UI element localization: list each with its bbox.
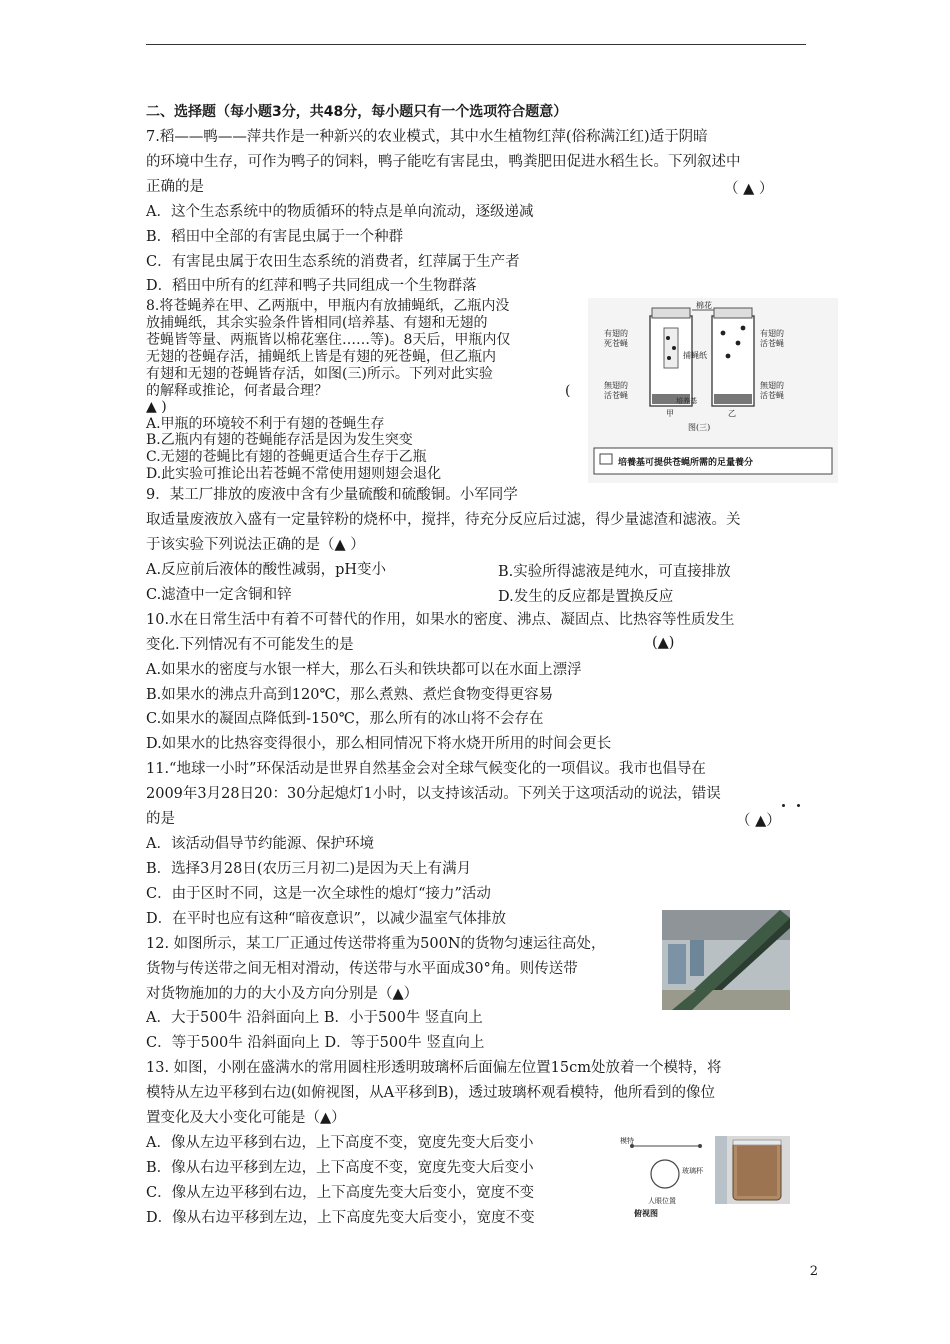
fig-label-jia: 甲 — [666, 409, 674, 418]
fig-label-wingless-right-2: 活苍蝇 — [760, 391, 784, 400]
q13-option-c: C．像从左边平移到右边，上下高度先变大后变小，宽度不变 — [146, 1185, 535, 1201]
q8-line-4: 无翅的苍蝇存活，捕蝇纸上皆是有翅的死苍蝇，但乙瓶内 — [146, 349, 496, 365]
q9-line-3: 于该实验下列说法正确的是（▲ ） — [146, 537, 365, 553]
fig-caption: 图(三) — [688, 423, 711, 432]
q10-option-d: D.如果水的比热容变得很小，那么相同情况下将水烧开所用的时间会更长 — [146, 736, 612, 752]
q7-option-a: A．这个生态系统中的物质循环的特点是单向流动，逐级递减 — [146, 204, 534, 220]
q13-line-2: 模特从左边平移到右边(如俯视图，从A平移到B)，透过玻璃杯观看模特，他所看到的像位 — [146, 1085, 715, 1101]
emphasis-dot — [797, 804, 800, 807]
q13-option-a: A．像从左边平移到右边，上下高度不变，宽度先变大后变小 — [146, 1135, 534, 1151]
q7-option-b: B．稻田中全部的有害昆虫属于一个种群 — [146, 229, 404, 245]
q11-line-1: 11.“地球一小时”环保活动是世界自然基金会对全球气候变化的一项倡议。我市也倡导在 — [146, 761, 706, 777]
q7-line-3: 正确的是 — [146, 179, 204, 195]
q8-line-7: ▲ ) — [146, 399, 167, 415]
q13-option-b: B．像从右边平移到左边，上下高度不变，宽度先变大后变小 — [146, 1160, 534, 1176]
q11-option-c: C．由于区时不同，这是一次全球性的熄灯“接力”活动 — [146, 886, 491, 902]
fig-note: 培養基可提供苍蝇所需的足量養分 — [618, 458, 754, 468]
top-view-diagram — [620, 1136, 710, 1220]
q11-line-2: 2009年3月28日20：30分起熄灯1小时，以支持该活动。下列关于这项活动的说法，错误 — [146, 786, 721, 802]
q7-option-d: D．稻田中所有的红萍和鸭子共同组成一个生物群落 — [146, 278, 477, 294]
fig-label-wingless-left: 無翅的 — [604, 381, 628, 390]
q7-answer-mark: （ ▲ ） — [724, 181, 774, 197]
q13-option-d: D．像从右边平移到左边，上下高度先变大后变小，宽度不变 — [146, 1210, 535, 1226]
q13-line-1: 13. 如图，小刚在盛满水的常用圆柱形透明玻璃杯后面偏左位置15cm处放着一个模特，将 — [146, 1060, 722, 1076]
fig-label-winged-dead-2: 死苍蝇 — [604, 339, 628, 348]
q11-option-a: A．该活动倡导节约能源、保护环境 — [146, 836, 374, 852]
q10-line-1: 10.水在日常生活中有着不可替代的作用，如果水的密度、沸点、凝固点、比热容等性质发生 — [146, 612, 735, 628]
q8-line-2: 放捕蝇纸，其余实验条件皆相同(培养基、有翅和无翅的 — [146, 315, 488, 331]
fig-label-yi: 乙 — [728, 409, 736, 418]
q10-option-a: A.如果水的密度与水银一样大，那么石头和铁块都可以在水面上漂浮 — [146, 662, 582, 678]
fig-label-winged-dead: 有翅的 — [604, 329, 628, 338]
q11-answer-mark: （ ▲） — [736, 813, 781, 829]
conveyor-belt-photo — [662, 910, 790, 1010]
q8-line-1: 8.将苍蝇养在甲、乙两瓶中，甲瓶内有放捕蝇纸，乙瓶内没 — [146, 298, 510, 314]
q9-option-b: B.实验所得滤液是纯水，可直接排放 — [498, 564, 731, 580]
fig-label-wingless-right: 無翅的 — [760, 381, 784, 390]
q8-option-c: C.无翅的苍蝇比有翅的苍蝇更适合生存于乙瓶 — [146, 449, 427, 465]
q12-options-ab: A．大于500牛 沿斜面向上 B．小于500牛 竖直向上 — [146, 1010, 483, 1026]
q10-line-2: 变化.下列情况有不可能发生的是 — [146, 637, 354, 653]
top-view-label-eye: 人眼位置 — [648, 1197, 676, 1205]
page-number: 2 — [809, 1264, 818, 1279]
q10-option-c: C.如果水的凝固点降低到-150℃，那么所有的冰山将不会存在 — [146, 711, 544, 727]
section-title: 二、选择题（每小题3分，共48分，每小题只有一个选项符合题意） — [146, 104, 568, 120]
q9-option-d: D.发生的反应都是置换反应 — [498, 589, 674, 605]
fig-label-winged-alive: 有翅的 — [760, 329, 784, 338]
q10-answer-mark: (▲) — [652, 635, 675, 651]
q8-line-6: 的解释或推论，何者最合理？ — [146, 383, 328, 399]
q11-line-3: 的是 — [146, 811, 175, 827]
emphasis-dot — [782, 804, 785, 807]
fig-label-wingless-left-2: 活苍蝇 — [604, 391, 628, 400]
top-view-label-glass: 玻璃杯 — [682, 1167, 703, 1175]
top-view-caption: 俯视图 — [634, 1208, 658, 1218]
q11-option-b: B．选择3月28日(农历三月初二)是因为天上有满月 — [146, 861, 472, 877]
q10-option-b: B.如果水的沸点升高到120℃，那么煮熟、煮烂食物变得更容易 — [146, 687, 554, 703]
q8-option-d: D.此实验可推论出若苍蝇不常使用翅则翅会退化 — [146, 466, 442, 482]
q8-option-b: B.乙瓶内有翅的苍蝇能存活是因为发生突变 — [146, 432, 413, 448]
fig-label-cotton: 棉花 — [696, 301, 712, 310]
q8-line-5: 有翅和无翅的苍蝇皆存活，如图(三)所示。下列对此实验 — [146, 366, 493, 382]
q7-line-2: 的环境中生存，可作为鸭子的饲料，鸭子能吃有害昆虫，鸭粪肥田促进水稻生长。下列叙述中 — [146, 154, 741, 170]
fig-label-winged-alive-2: 活苍蝇 — [760, 339, 784, 348]
q9-option-a: A.反应前后液体的酸性减弱，pH变小 — [146, 562, 387, 578]
q12-line-3: 对货物施加的力的大小及方向分别是（▲） — [146, 986, 419, 1002]
top-view-label-model: 模特 — [620, 1137, 634, 1145]
q12-options-cd: C．等于500牛 沿斜面向上 D．等于500牛 竖直向上 — [146, 1035, 485, 1051]
q9-line-1: 9．某工厂排放的废液中含有少量硫酸和硫酸铜。小军同学 — [146, 487, 518, 503]
q8-paren: ( — [565, 383, 571, 399]
q9-option-c: C.滤渣中一定含铜和锌 — [146, 587, 292, 603]
q11-option-d: D．在平时也应有这种“暗夜意识”，以减少温室气体排放 — [146, 911, 506, 927]
q12-line-1: 12. 如图所示，某工厂正通过传送带将重为500N的货物匀速运往高处， — [146, 936, 606, 952]
fig-label-medium: 培养基 — [676, 397, 697, 405]
q7-line-1: 7.稻——鸭——萍共作是一种新兴的农业模式，其中水生植物红萍(俗称满江红)适于阴暗 — [146, 129, 708, 145]
fig-label-flypaper: 捕蝇纸 — [683, 351, 707, 360]
q8-option-a: A.甲瓶的环境较不利于有翅的苍蝇生存 — [146, 416, 385, 432]
header-rule — [146, 44, 806, 45]
q9-line-2: 取适量废液放入盛有一定量锌粉的烧杯中，搅拌，待充分反应后过滤，得少量滤渣和滤液。关 — [146, 512, 741, 528]
q13-line-3: 置变化及大小变化可能是（▲） — [146, 1110, 346, 1126]
fly-experiment-figure — [588, 298, 838, 483]
q8-line-3: 苍蝇皆等量、两瓶皆以棉花塞住……等)。8天后，甲瓶内仅 — [146, 332, 511, 348]
glass-cup-photo — [715, 1136, 790, 1204]
q7-option-c: C．有害昆虫属于农田生态系统的消费者，红萍属于生产者 — [146, 254, 520, 270]
q12-line-2: 货物与传送带之间无相对滑动，传送带与水平面成30°角。则传送带 — [146, 961, 578, 977]
